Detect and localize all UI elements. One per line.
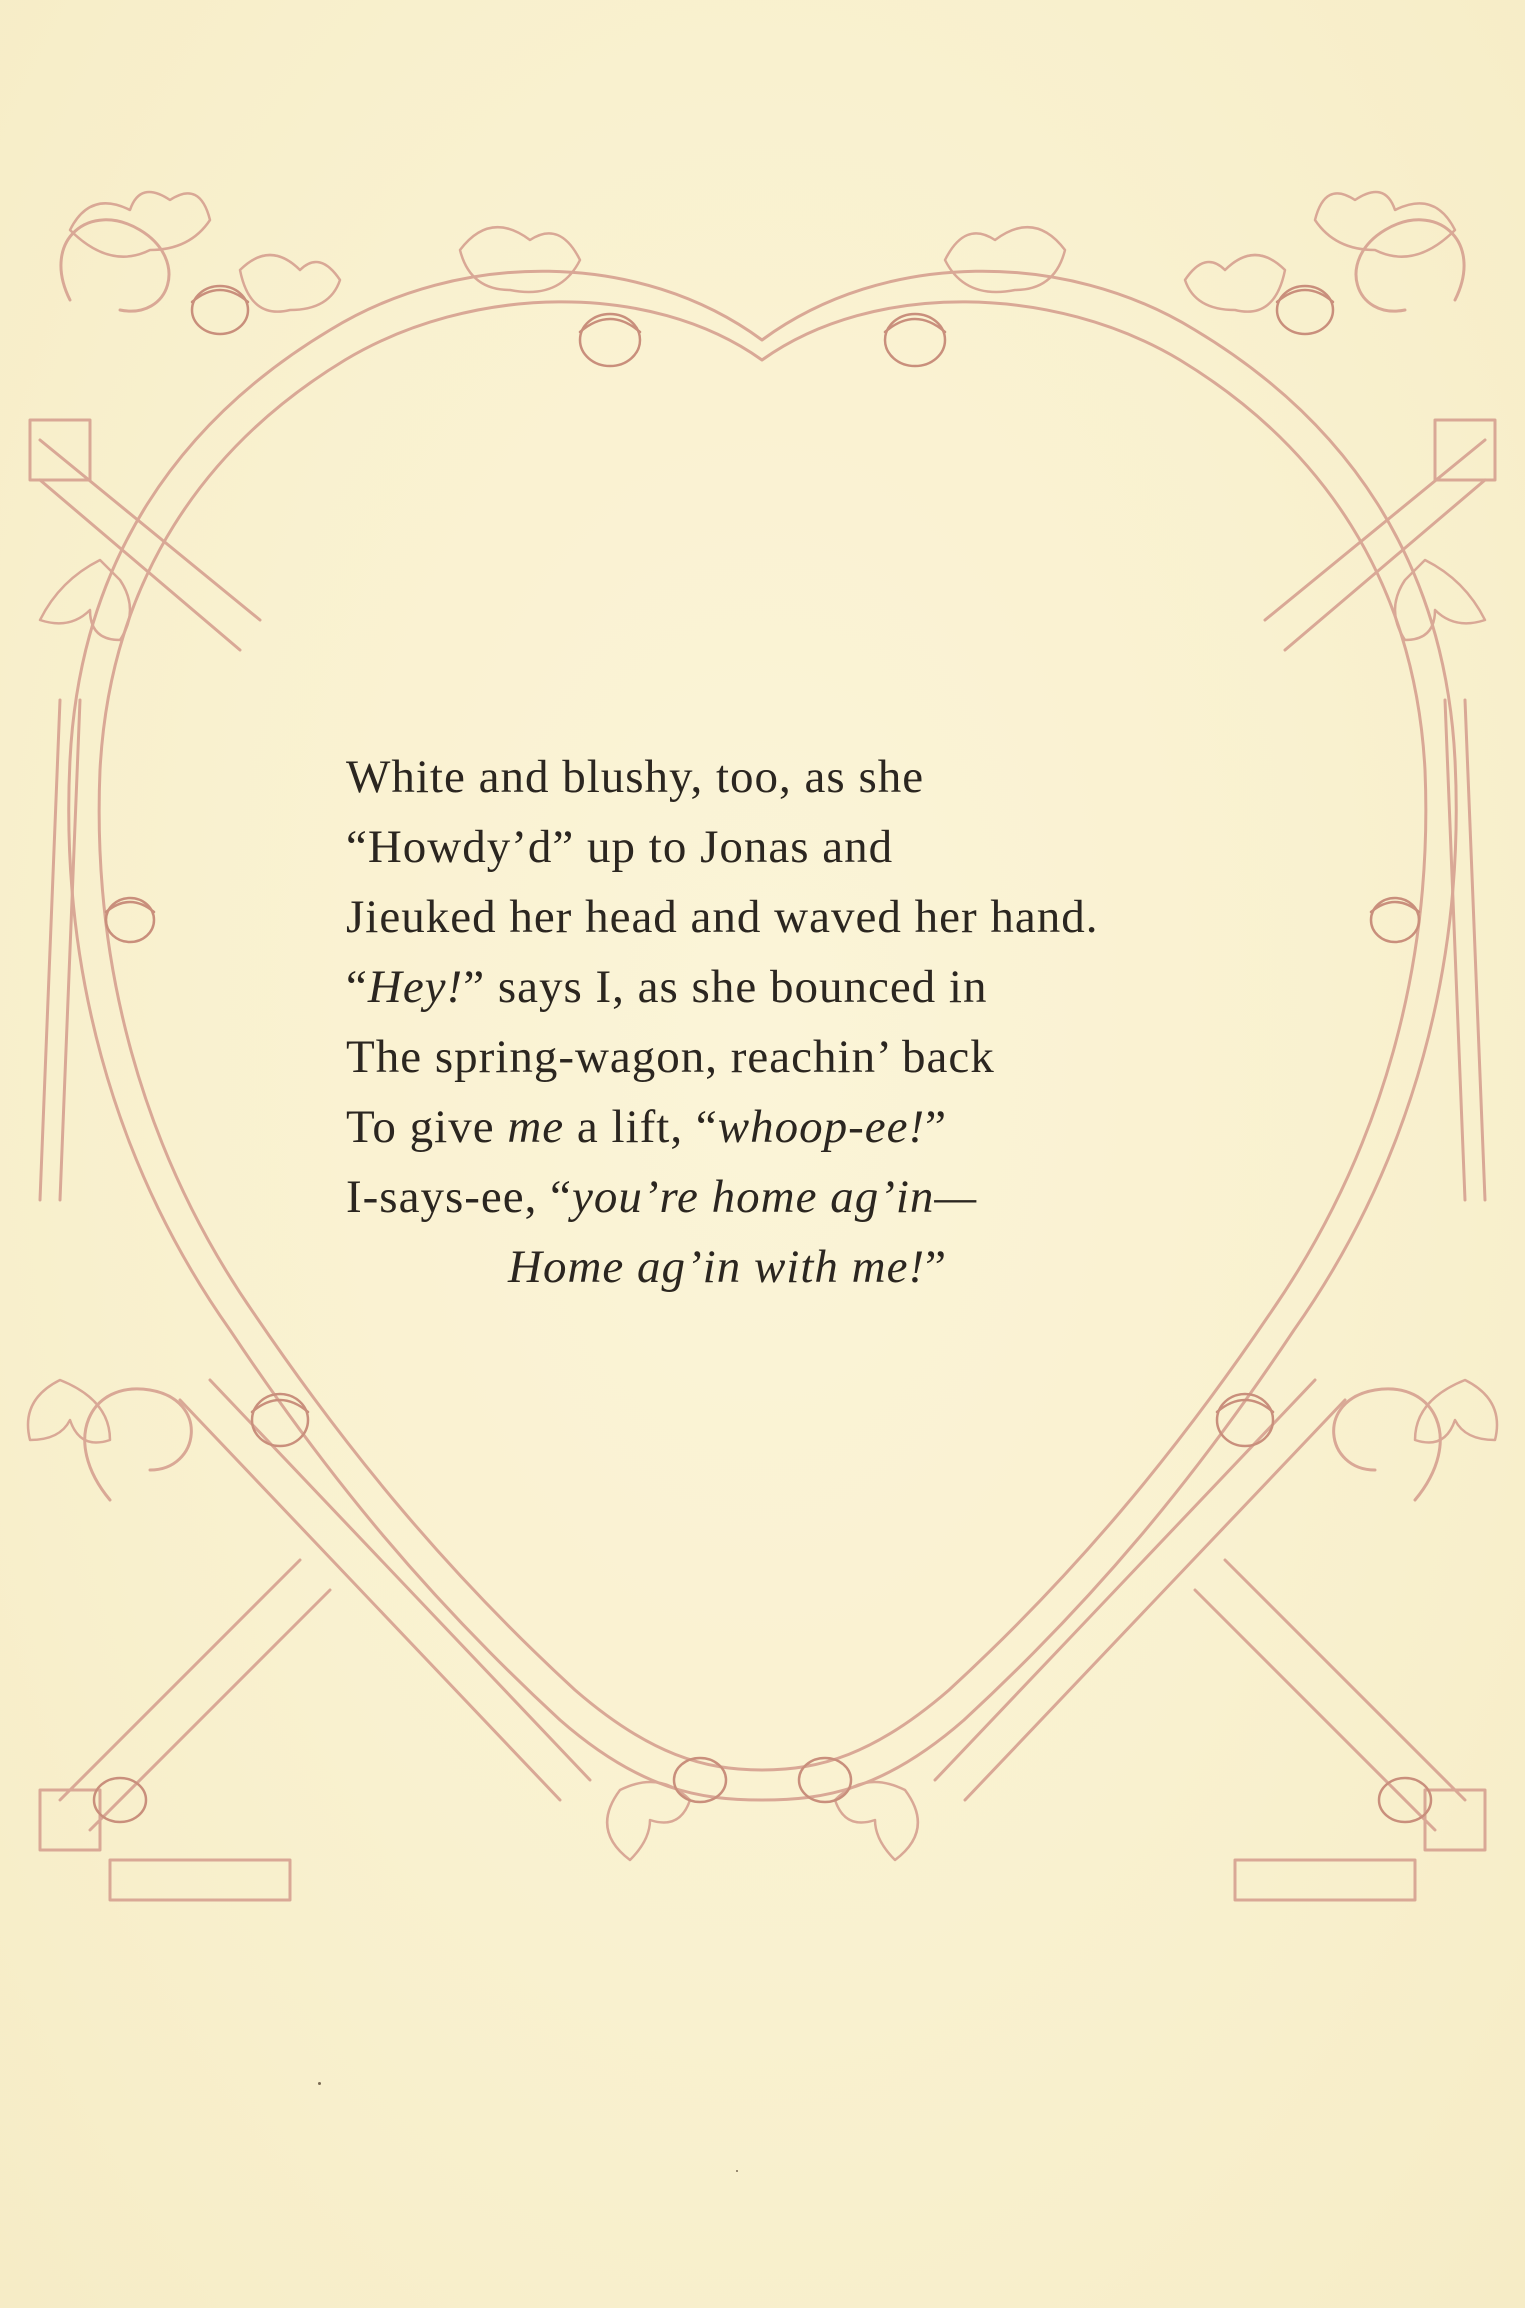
poem-line-4	[346, 952, 1246, 1022]
poem-text	[346, 742, 1246, 1302]
poem-line-8-post: ”	[925, 1241, 947, 1293]
poem-line-6-italic: me	[507, 1101, 565, 1153]
poem-line-6	[346, 1092, 1246, 1162]
poem-line-3-text: Jieuked her head and waved her hand.	[346, 891, 1099, 943]
poem-line-7-pre: I-says-ee, “	[346, 1171, 572, 1223]
poem-line-7	[346, 1162, 1246, 1232]
poem-line-8-italic: Home ag’in with me!	[508, 1241, 926, 1293]
poem-line-2-text: “Howdy’d” up to Jonas and	[346, 821, 894, 873]
poem-line-2	[346, 812, 1246, 882]
poem-line-7-italic: you’re home ag’in—	[571, 1171, 978, 1223]
poem-line-4-pre: “	[346, 961, 368, 1013]
paper-speck	[736, 2170, 738, 2172]
poem-line-5-text: The spring-wagon, reachin’ back	[346, 1031, 995, 1083]
poem-line-1	[346, 742, 1246, 812]
poem-line-6-post: ”	[925, 1101, 947, 1153]
poem-line-8	[346, 1232, 1246, 1302]
poem-line-6-pre: To give	[346, 1101, 508, 1153]
poem-line-5	[346, 1022, 1246, 1092]
poem-line-3	[346, 882, 1246, 952]
poem-line-4-post: ” says I, as she bounced in	[463, 961, 988, 1013]
paper-speck	[318, 2082, 321, 2085]
poem-line-4-italic: Hey!	[367, 961, 464, 1013]
poem-line-1-text: White and blushy, too, as she	[346, 751, 925, 803]
poem-line-6-mid: a lift, “	[564, 1101, 718, 1153]
poem-line-6-italic2: whoop-ee!	[717, 1101, 926, 1153]
